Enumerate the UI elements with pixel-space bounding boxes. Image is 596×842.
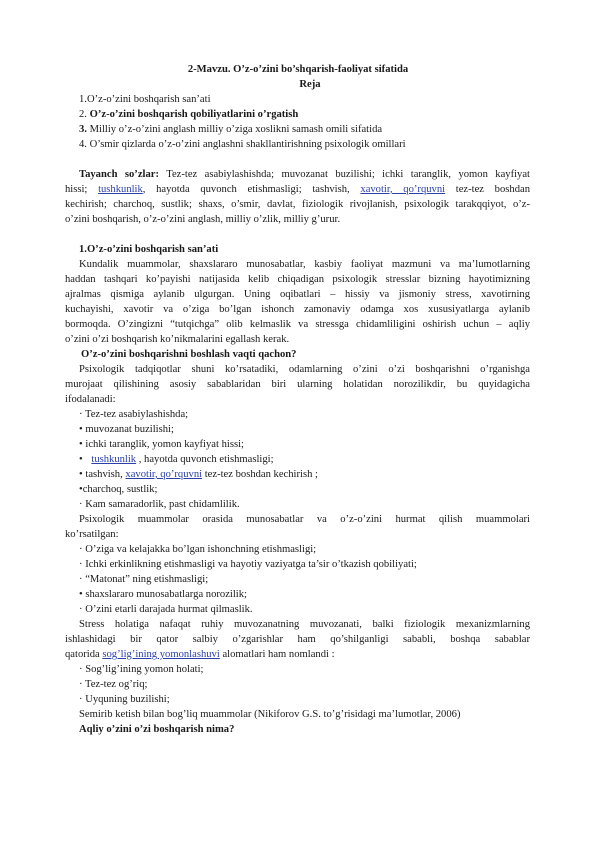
list-item: · Sog’lig’ining yomon holati; bbox=[79, 664, 204, 675]
key-words-label: Tayanch so’zlar: bbox=[79, 169, 159, 180]
plan-item-2: 2. O’z-o’zini boshqarish qobiliyatlarini o’rgatish bbox=[79, 109, 299, 120]
section-1-line: haddan tashqari ko’payishi natijasida kelib chiqadigan psixologik stresslar bizning hayotimizning bbox=[65, 274, 530, 285]
link-sogligi[interactable]: sog’lig’ining yomonlashuvi bbox=[102, 649, 220, 660]
section-1-line: o’zini o’zi boshqarish ko’nikmalarini egallash kerak. bbox=[65, 334, 290, 345]
paragraph-line: Psixologik muammolar orasida munosabatlar va o’z-o’zini hurmat qilish muammolari bbox=[79, 514, 530, 525]
list-item: • shaxslararo munosabatlarga norozilik; bbox=[79, 589, 247, 600]
paragraph-line: Semirib ketish bilan bog’liq muammolar (Nikiforov G.S. to’g’risidagi ma’lumotlar, 2006) bbox=[79, 709, 461, 720]
key-words-line-1: Tayanch so’zlar: Tez-tez asabiylashishda; muvozanat buzilishi; ichki taranglik, yomon kayfiyat bbox=[79, 169, 530, 180]
list-item: · O’ziga va kelajakka bo’lgan ishonchning etishmasligi; bbox=[79, 544, 317, 555]
plan-item-1: 1.O’z-o’zini boshqarish san’ati bbox=[79, 94, 211, 105]
list-item: · O’zini etarli darajada hurmat qilmaslik. bbox=[79, 604, 253, 615]
list-item: · Ichki erkinlikning etishmasligi va hayotiy vaziyatga ta’sir o’tkazish qobiliyati; bbox=[79, 559, 417, 570]
list-item: • ichki taranglik, yomon kayfiyat hissi; bbox=[79, 439, 244, 450]
list-item: · Tez-tez asabiylashishda; bbox=[79, 409, 189, 420]
plan-heading: Reja bbox=[299, 79, 321, 90]
section-2-heading: O’z-o’zini boshqarishni boshlash vaqti qachon? bbox=[81, 349, 297, 360]
plan-item-4: 4. O’smir qizlarda o’z-o’zini anglashni shakllantirishning psixologik omillari bbox=[79, 139, 406, 150]
key-words-line-4: o’zini boshqarish, o’z-o’zini anglash, milliy o’zlik, milliy g’urur. bbox=[65, 214, 341, 225]
section-1-line: ajralmas qismiga aylanib ulgurgan. Uning oqibatlari – hissiy va jismoniy stress, xavotirning bbox=[65, 289, 530, 300]
list-item: · Tez-tez og’riq; bbox=[79, 679, 148, 690]
paragraph-line: ko’rsatilgan: bbox=[65, 529, 119, 540]
section-1-heading: 1.O’z-o’zini boshqarish san’ati bbox=[79, 244, 219, 255]
key-words-line-2: hissi; tushkunlik, hayotda quvonch etishmasligi; tashvish, xavotir, qo’rquvni tez-tez boshdan bbox=[65, 184, 530, 195]
document-title: 2-Mavzu. O’z-o’zini bo’shqarish-faoliyat sifatida bbox=[187, 64, 409, 75]
list-item: • tashvish, xavotir, qo’rquvni tez-tez boshdan kechirish ; bbox=[79, 469, 318, 480]
final-heading: Aqliy o’zini o’zi boshqarish nima? bbox=[79, 724, 235, 735]
link-xavotir[interactable]: xavotir, qo’rquvni bbox=[360, 184, 446, 195]
section-2-line: murojaat qilishining asosiy sabablaridan biri ularning holatidan norozilikdir, bu quyidagicha bbox=[65, 379, 530, 390]
link-tushkunlik[interactable]: tushkunlik bbox=[98, 184, 143, 195]
section-1-line: Kundalik muammolar, shaxslararo munosabatlar, kasbiy faoliyat mazmuni va ma’lumotlarning bbox=[79, 259, 530, 270]
paragraph-line: Stress holatiga nafaqat ruhiy muvozanatning muvozanati, balki fiziologik mexanizmlarning bbox=[79, 619, 530, 630]
paragraph-line: qatorida sog’lig’ining yomonlashuvi alomatlari ham nomlandi : bbox=[65, 649, 335, 660]
key-words-line-3: kechirish; charchoq, sustlik; shaxs, o’smir, davlat, fiziologik rivojlanish, psixologik tarakqqiyot, o’z- bbox=[65, 199, 530, 210]
link-xavotir-2[interactable]: xavotir, qo’rquvni bbox=[125, 469, 203, 480]
section-2-line: ifodalanadi: bbox=[65, 394, 116, 405]
list-item: • muvozanat buzilishi; bbox=[79, 424, 174, 435]
list-item: · Kam samaradorlik, past chidamlilik. bbox=[79, 499, 240, 510]
paragraph-line: ishlashidagi bir qator salbiy o’zgarishlar ham qo’shilganligi sababli, boshqa sabablar bbox=[65, 634, 530, 645]
list-item: · Uyquning buzilishi; bbox=[79, 694, 170, 705]
link-tushkunlik-2[interactable]: tushkunlik bbox=[91, 454, 137, 465]
list-item: • tushkunlik , hayotda quvonch etishmasligi; bbox=[79, 454, 274, 465]
section-2-line: Psixologik tadqiqotlar shuni ko’rsatadiki, odamlarning o’zini o’zi boshqarishni o’rganishga bbox=[79, 364, 530, 375]
plan-item-3: 3. Milliy o’z-o’zini anglash milliy o’ziga xoslikni samash omili sifatida bbox=[79, 124, 383, 135]
section-1-line: kuchayishi, xavotir va o’ziga bo’lgan ishonch zamonaviy odamga xos xususiyatlarga aylanib bbox=[65, 304, 530, 315]
section-1-line: bormoqda. O’zingizni “tutqichga” olib kelmaslik va stressga chidamliligini oshirish uchun – aqliy bbox=[65, 319, 530, 330]
list-item: •charchoq, sustlik; bbox=[79, 484, 158, 495]
list-item: · “Matonat” ning etishmasligi; bbox=[79, 574, 209, 585]
